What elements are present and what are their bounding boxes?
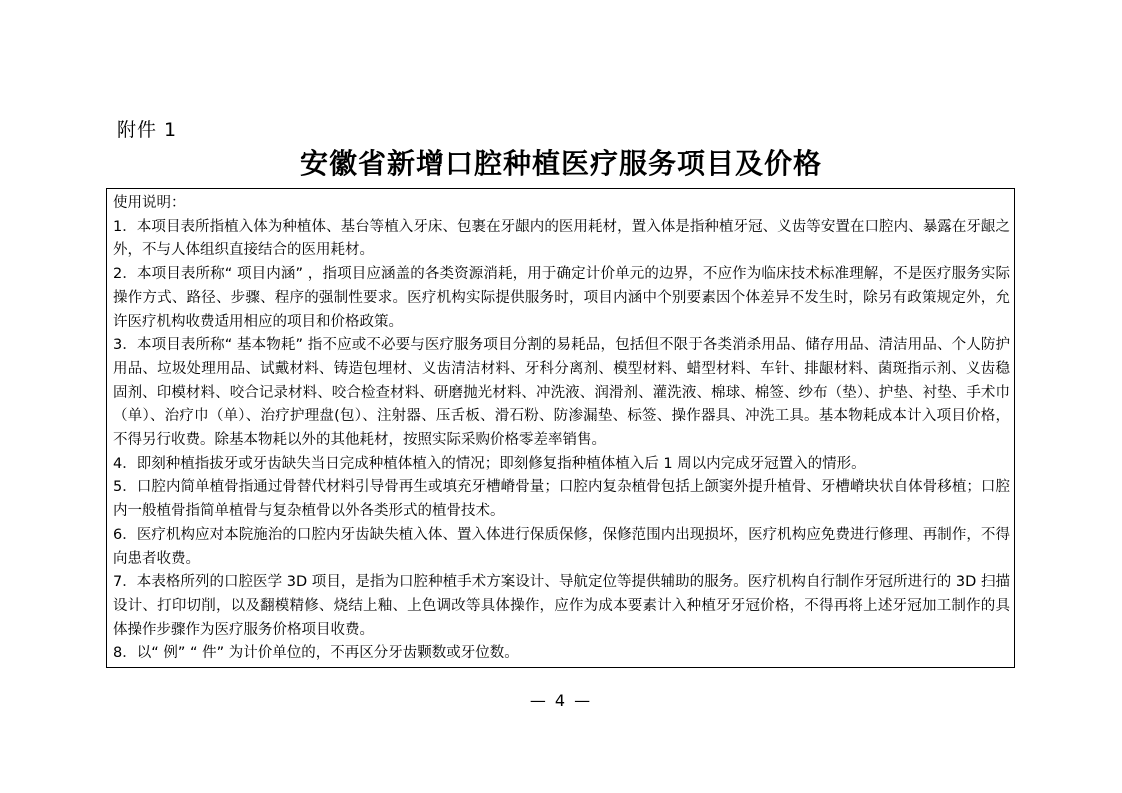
usage-note-item-5: 5．口腔内简单植骨指通过骨替代材料引导骨再生或填充牙槽嵴骨量；口腔内复杂植骨包括上颌窦外提升植骨、牙槽嵴块状自体骨移植；口腔内一般植骨指简单植骨与复杂植骨以外各类形式的植骨技术。 [113,479,1010,520]
document-title: 安徽省新增口腔种植医疗服务项目及价格 [299,147,822,180]
usage-note-item-7: 7．本表格所列的口腔医学 3D 项目，是指为口腔种植手术方案设计、导航定位等提供辅助的服务。医疗机构自行制作牙冠所进行的 3D 扫描设计、打印切削，以及翻模精修、烧结上釉、上色调改等具体操作，应作为成本要素计入种植牙牙冠价格，不得再将上述牙冠加工制作的具体操作步骤作为医疗服务价格项目收费。 [113,574,1010,638]
usage-note-item-4: 4．即刻种植指拔牙或牙齿缺失当日完成种植体植入的情况；即刻修复指种植体植入后 1 周以内完成牙冠置入的情形。 [113,455,866,472]
usage-note-item-6: 6．医疗机构应对本院施治的口腔内牙齿缺失植入体、置入体进行保质保修，保修范围内出现损坏，医疗机构应免费进行修理、再制作，不得向患者收费。 [113,526,1010,567]
usage-note-item-3: 3．本项目表所称“ 基本物耗” 指不应或不必要与医疗服务项目分割的易耗品，包括但不限于各类消杀用品、储存用品、清洁用品、个人防护用品、垃圾处理用品、试戴材料、铸造包埋材、义齿清洁材料、牙科分离剂、模型材料、蜡型材料、车针、排龈材料、菌斑指示剂、义齿稳固剂、印模材料、咬合记录材料、咬合检查材料、研磨抛光材料、冲洗液、润滑剂、灌洗液、棉球、棉签、纱布（垫）、护垫、衬垫、手术巾（单）、治疗巾（单）、治疗护理盘(包）、注射器、压舌板、滑石粉、防渗漏垫、标签、操作器具、冲洗工具。基本物耗成本计入项目价格，不得另行收费。除基本物耗以外的其他耗材，按照实际采购价格零差率销售。 [113,337,1010,449]
usage-note-item-2: 2．本项目表所称“ 项目内涵” ，指项目应涵盖的各类资源消耗，用于确定计价单元的边界，不应作为临床技术标准理解，不是医疗服务实际操作方式、路径、步骤、程序的强制性要求。医疗机构实际提供服务时，项目内涵中个别要素因个体差异不发生时，除另有政策规定外，允许医疗机构收费适用相应的项目和价格政策。 [113,266,1010,330]
usage-note-item-1: 1．本项目表所指植入体为种植体、基台等植入牙床、包裹在牙龈内的医用耗材，置入体是指种植牙冠、义齿等安置在口腔内、暴露在牙龈之外，不与人体组织直接结合的医用耗材。 [113,218,1010,259]
usage-notes-box [106,188,1015,668]
usage-note-item-8: 8．以“ 例” “ 件” 为计价单位的，不再区分牙齿颗数或牙位数。 [113,645,519,662]
attachment-label: 附件 1 [117,119,178,141]
usage-notes-heading: 使用说明： [113,195,186,211]
page-number: — 4 — [529,691,593,710]
